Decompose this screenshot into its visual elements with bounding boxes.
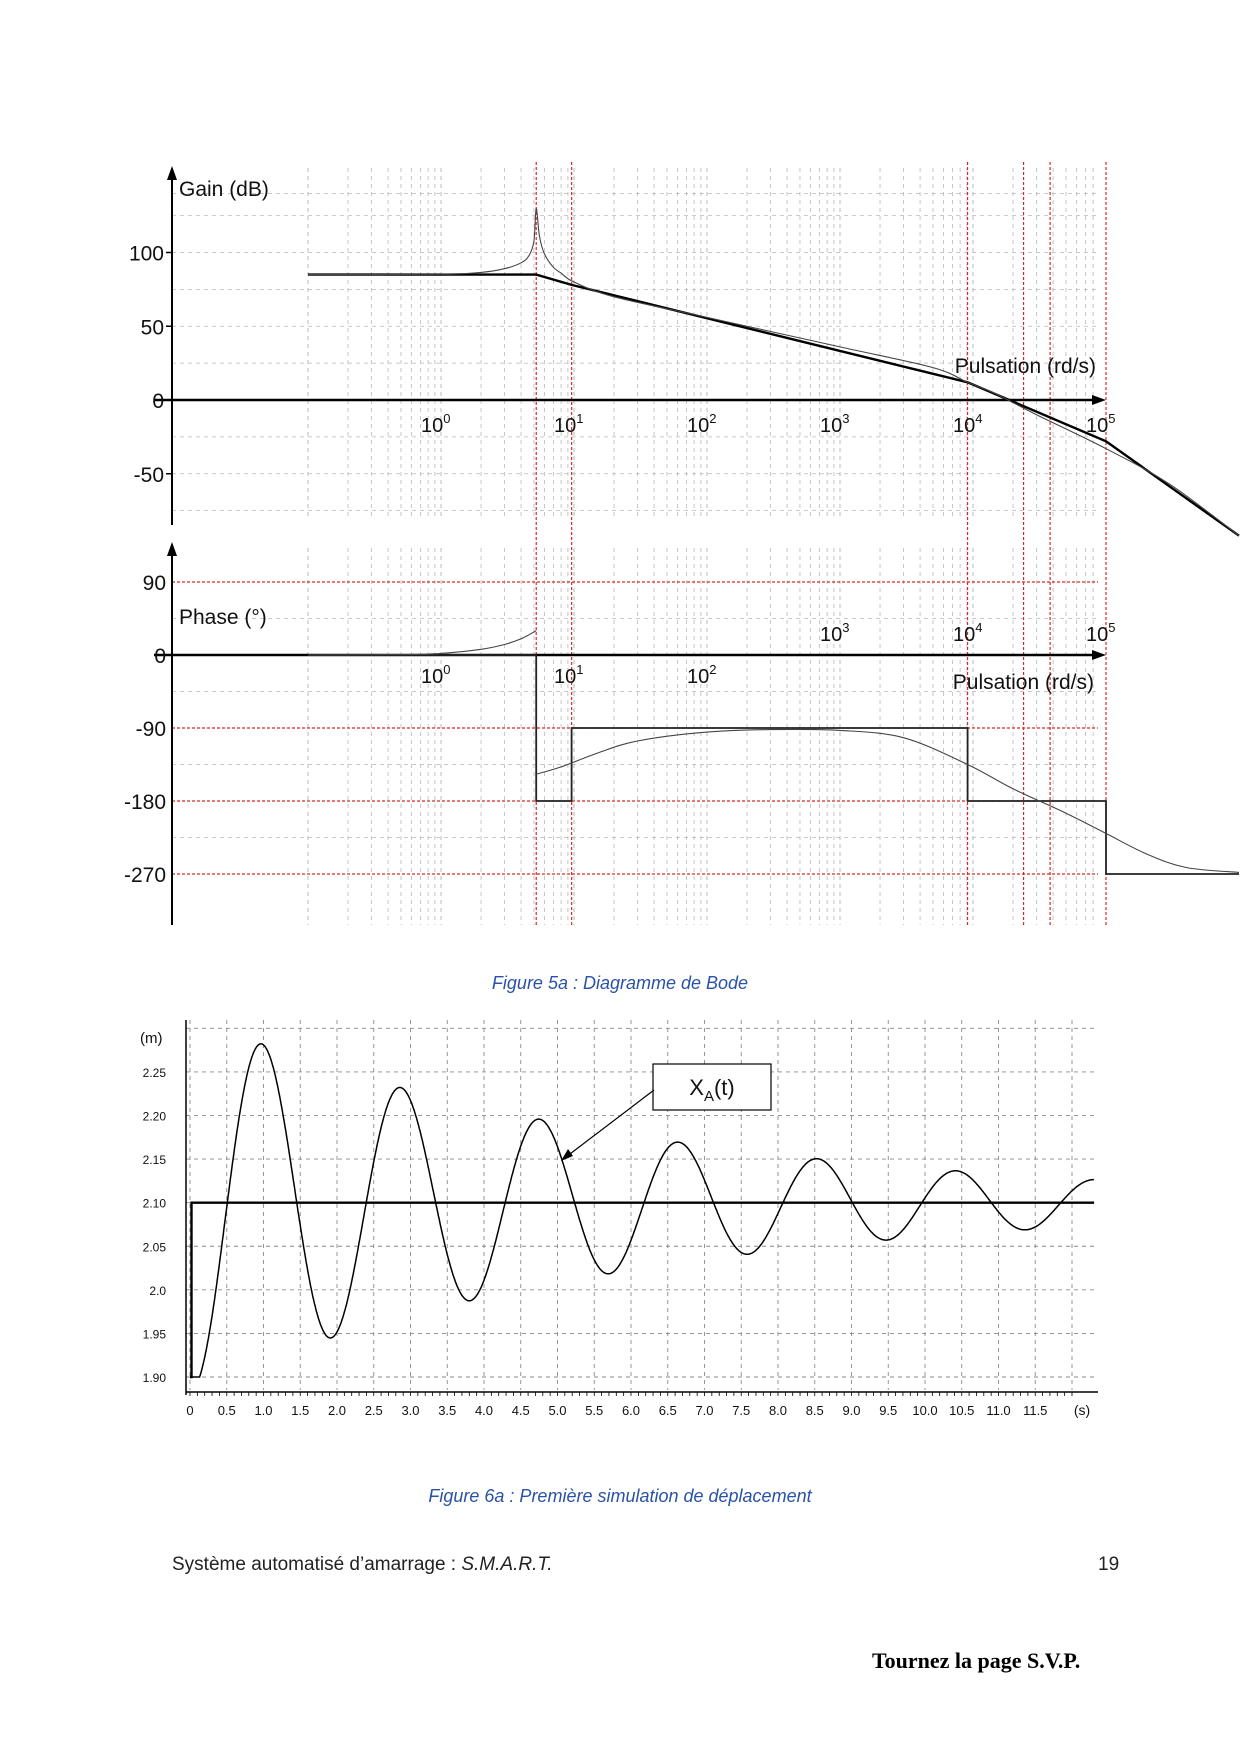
gain-x-axis-label: Pulsation (rd/s) [954,355,1096,378]
page-number: 19 [1098,1554,1120,1575]
t-x-tick-label: 7.0 [695,1403,714,1418]
t-x-tick-label: 5.0 [548,1403,567,1418]
t-x-tick-label: 8.0 [768,1403,788,1418]
t-x-tick-label: 9.0 [842,1403,861,1418]
t-x-tick-label: 7.5 [732,1403,751,1418]
t-y-axis-label: (m) [140,1030,163,1047]
phase-real-curve [308,631,536,655]
phase-y-tick-label: 90 [142,572,166,596]
t-x-tick-label: 0.5 [217,1403,236,1418]
phase-x-arrow [1092,650,1106,660]
gain-x-tick-label: $10^3$ [820,411,850,437]
gain-x-tick-label: $10^4$ [953,411,983,437]
gain-x-tick-label: $10^2$ [687,411,717,437]
footer-document-title [172,1554,553,1576]
t-x-tick-label: 2.0 [327,1403,347,1418]
t-x-tick-label: 1.5 [291,1403,310,1418]
footer-title-text: Système automatisé d’amarrage : [172,1554,462,1575]
t-y-tick-label: 2.0 [149,1283,166,1298]
phase-x-axis-label: Pulsation (rd/s) [952,671,1094,694]
gain-real-curve [308,208,1239,535]
t-x-tick-label: 4.5 [511,1403,530,1418]
t-x-tick-label: 2.5 [364,1403,383,1418]
gain-x-tick-label: $10^1$ [554,411,584,437]
t-y-tick-label: 1.90 [142,1371,166,1385]
t-x-tick-label: 1.0 [254,1403,273,1418]
t-y-tick-label: 2.15 [142,1153,166,1168]
t-x-tick-label: 10.5 [949,1403,975,1418]
phase-x-tick-label: $10^0$ [421,662,451,688]
phase-y-tick-label: -90 [135,717,166,741]
phase-y-tick-label: -180 [123,790,166,814]
t-x-axis-label: (s) [1073,1402,1091,1418]
phase-y-arrow [167,542,177,556]
phase-x-tick-label: $10^4$ [953,620,983,646]
t-x-tick-label: 6.5 [658,1403,677,1418]
gain-y-tick-label: 0 [152,390,164,413]
phase-x-tick-label: $10^1$ [554,662,584,688]
t-x-tick-label: 3.0 [401,1403,420,1418]
t-y-tick-label: 2.10 [142,1196,166,1211]
footer-title-acronym: S.M.A.R.T. [461,1554,553,1575]
phase-x-tick-label: $10^2$ [687,662,717,688]
gain-x-tick-label: $10^0$ [421,411,451,437]
t-x-tick-label: 0 [186,1403,194,1418]
xa-label-text: $X_A(t)$ [689,1075,735,1105]
phase-x-tick-label: $10^5$ [1086,620,1116,646]
gain-y-tick-label: 100 [128,242,164,266]
t-x-tick-label: 8.5 [805,1403,824,1418]
gain-x-arrow [1092,395,1106,405]
t-x-tick-label: 4.0 [474,1403,494,1418]
figure-5a-caption: Figure 5a : Diagramme de Bode [491,973,749,993]
t-y-tick-label: 1.95 [142,1327,166,1342]
t-y-tick-label: 2.05 [142,1240,166,1255]
t-y-tick-label: 2.20 [142,1109,166,1124]
t-x-tick-label: 3.5 [438,1403,457,1418]
phase-x-tick-label: $10^3$ [820,620,850,646]
gain-y-arrow [167,166,177,180]
gain-y-tick-label: -50 [133,463,164,487]
gain-y-tick-label: 50 [140,316,164,340]
phase-axis-label: Phase (°) [179,606,267,629]
t-x-tick-label: 11.0 [986,1403,1011,1418]
gain-axis-label: Gain (dB) [179,178,269,201]
t-y-tick-label: 2.25 [142,1065,166,1080]
t-x-tick-label: 10.0 [912,1403,938,1418]
turn-page-note: Tournez la page S.V.P. [872,1648,1081,1673]
figure-6a-caption: Figure 6a : Première simulation de déplacement [428,1486,812,1506]
phase-y-tick-label: -270 [123,863,166,887]
t-x-tick-label: 9.5 [879,1403,898,1418]
gain-x-tick-label: $10^5$ [1086,411,1116,437]
xa-response-curve [190,1044,1094,1377]
xa-label-arrow [566,1090,654,1157]
t-x-tick-label: 11.5 [1023,1403,1048,1418]
t-x-tick-label: 6.0 [621,1403,641,1418]
t-x-tick-label: 5.5 [585,1403,604,1418]
phase-y-tick-label: 0 [154,645,166,668]
gain-asymptote-line [308,275,1239,536]
